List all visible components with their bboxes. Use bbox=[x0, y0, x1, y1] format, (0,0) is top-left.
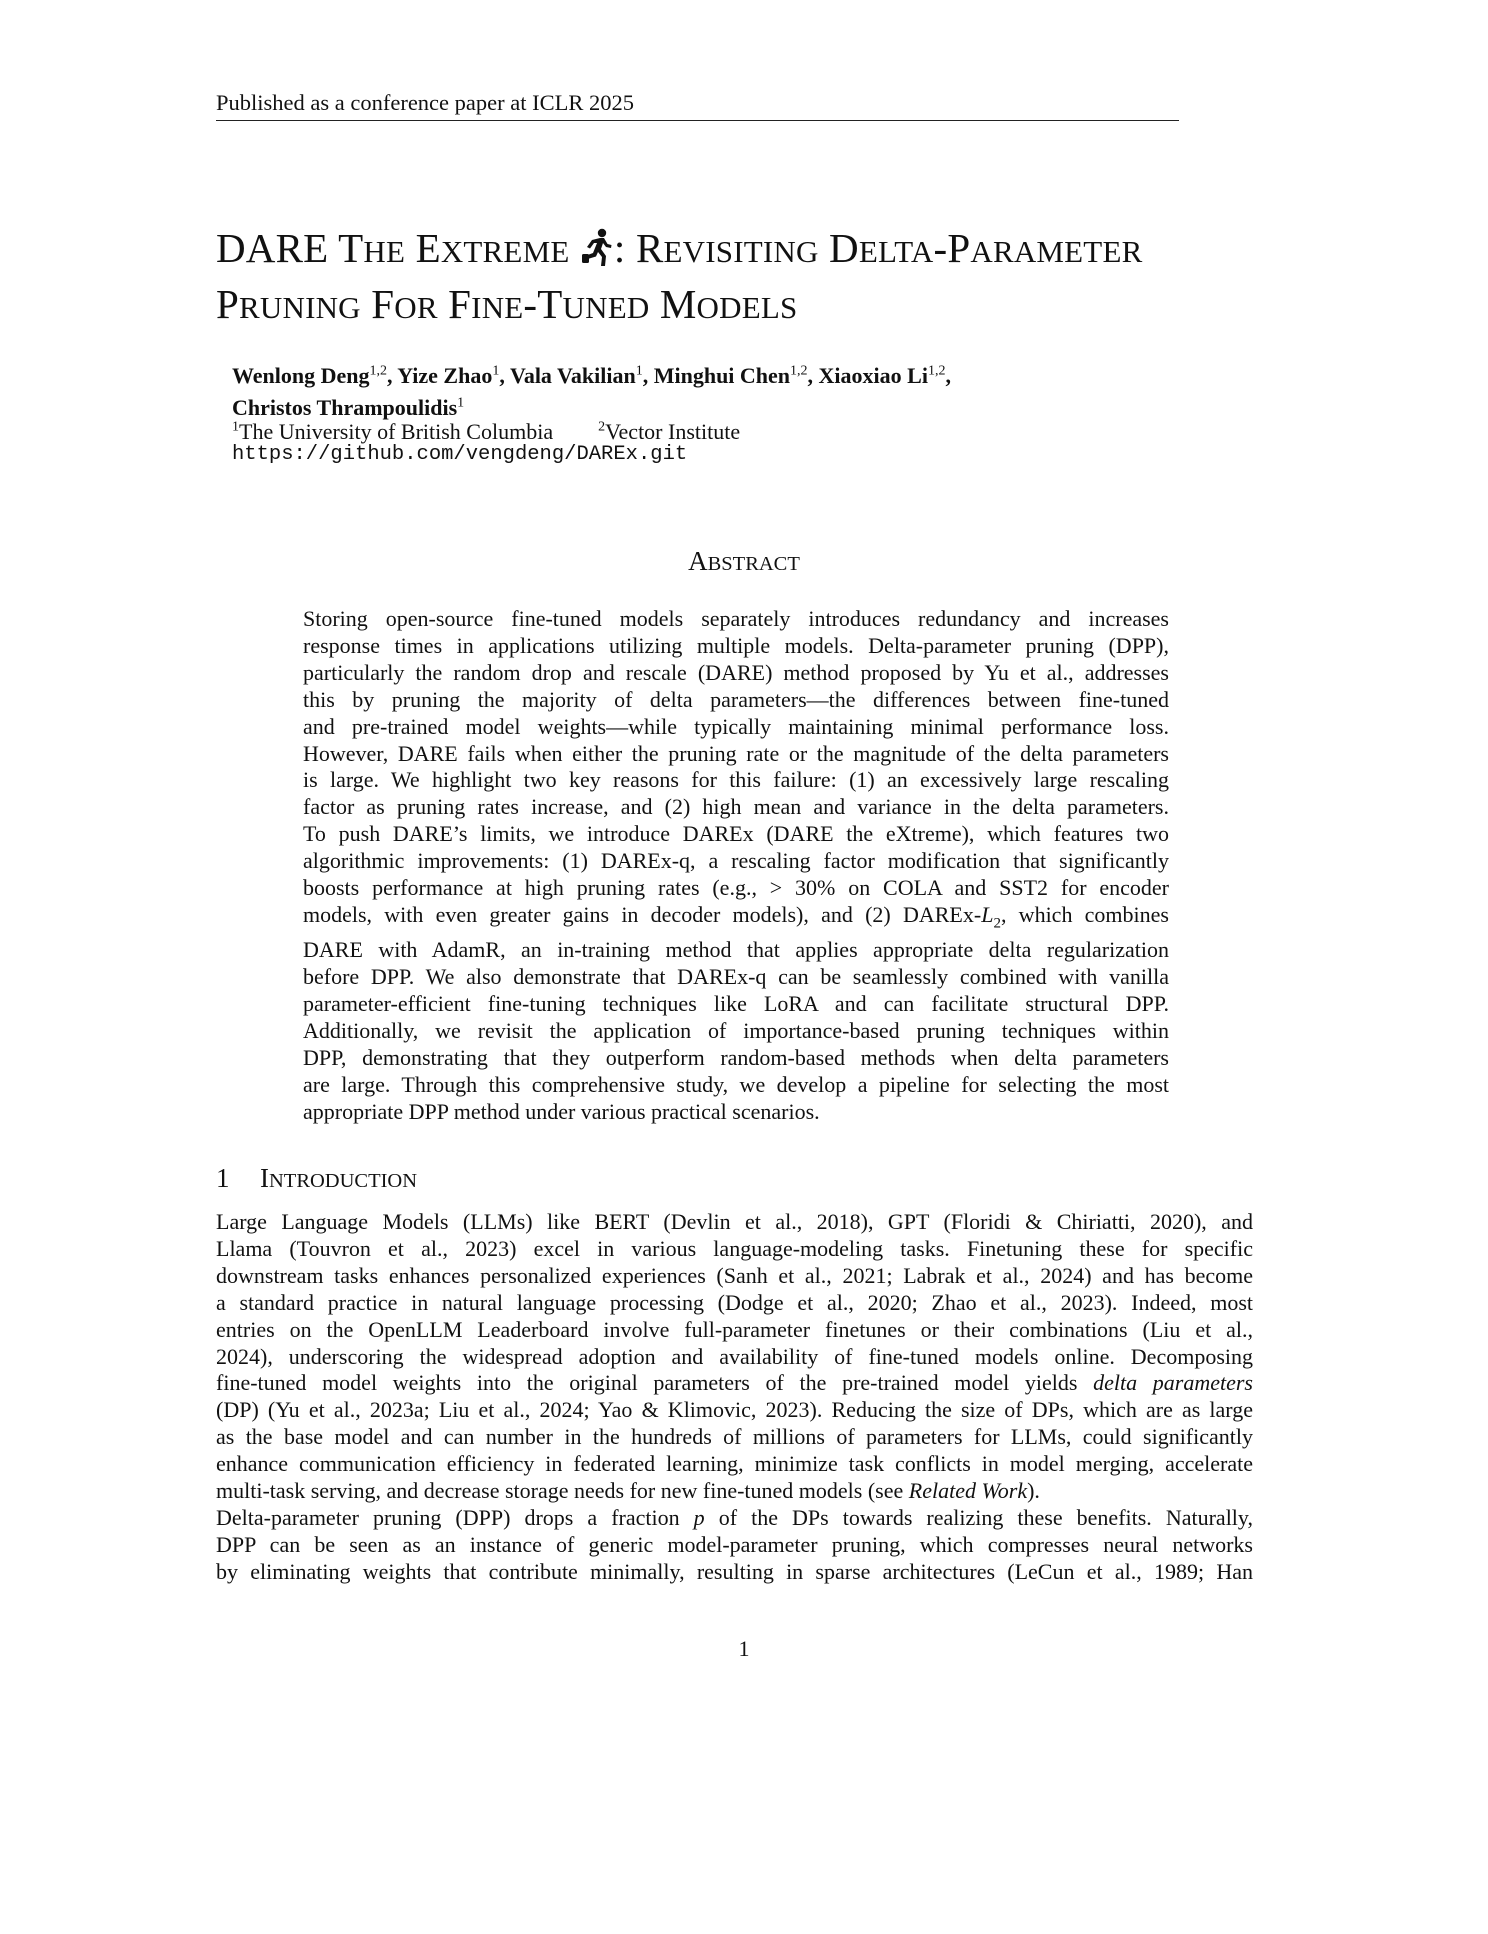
abstract-line: However, DARE fails when either the pruning rate or the magnitude of the delta parameters bbox=[303, 740, 1169, 766]
author: Wenlong Deng$^{1,2}$, bbox=[232, 363, 398, 389]
author: Minghui Chen$^{1,2}$, bbox=[653, 363, 819, 389]
abstract-line: are large. Through this comprehensive study, we develop a pipeline for selecting the most bbox=[303, 1071, 1169, 1097]
author: Xiaoxiao Li$^{1,2}$, bbox=[818, 363, 951, 389]
abstract-line: is large. We highlight two key reasons for this failure: (1) an excessively large rescaling bbox=[303, 767, 1169, 793]
abstract-line: DPP, demonstrating that they outperform random-based methods when delta parameters bbox=[303, 1044, 1169, 1070]
running-head: Published as a conference paper at ICLR 2025 bbox=[216, 88, 1179, 121]
section-heading-introduction: 1 INTRODUCTION bbox=[216, 1163, 418, 1193]
abstract-line: models, with even greater gains in decoder models), and (2) DAREx-$L_2$, which combines bbox=[303, 901, 1169, 932]
body-line: as the base model and can number in the hundreds of millions of parameters for LLMs, could significantly bbox=[216, 1424, 1253, 1450]
affiliation: $^2$Vector Institute bbox=[598, 419, 741, 445]
body-line: by eliminating weights that contribute minimally, resulting in sparse architectures (LeCun et al., 1989; Han bbox=[216, 1558, 1253, 1584]
introduction-body bbox=[216, 1209, 1253, 1586]
title-line-2: PRUNING FOR FINE-TUNED MODELS bbox=[216, 281, 798, 327]
abstract-heading: ABSTRACT bbox=[688, 546, 800, 576]
abstract-line: before DPP. We also demonstrate that DAREx-q can be seamlessly combined with vanilla bbox=[303, 964, 1169, 990]
body-line: multi-task serving, and decrease storage needs for new fine-tuned models (see Related Work). bbox=[216, 1478, 1040, 1504]
abstract-line: Additionally, we revisit the application of importance-based pruning techniques within bbox=[303, 1017, 1169, 1043]
author: Yize Zhao$^1$, bbox=[397, 363, 510, 389]
author: Christos Thrampoulidis$^1$ bbox=[232, 394, 465, 420]
abstract-line: DARE with AdamR, an in-training method that applies appropriate delta regularization bbox=[303, 937, 1169, 963]
abstract-line: boosts performance at high pruning rates (e.g., > 30% on COLA and SST2 for encoder bbox=[303, 875, 1169, 901]
abstract-line: and pre-trained model weights—while typically maintaining minimal performance loss. bbox=[303, 713, 1169, 739]
title-line-1: DARE THE EXTREME : REVISITING DELTA-PARAMETER bbox=[216, 225, 1143, 271]
running-person-icon bbox=[580, 228, 614, 268]
abstract-line: particularly the random drop and rescale (DARE) method proposed by Yu et al., addresses bbox=[303, 659, 1169, 685]
abstract-line: appropriate DPP method under various practical scenarios. bbox=[303, 1098, 820, 1124]
body-line: Llama (Touvron et al., 2023) excel in various language-modeling tasks. Finetuning these for specific bbox=[216, 1235, 1253, 1261]
paper-title bbox=[216, 222, 1296, 334]
affiliation: $^1$The University of British Columbia bbox=[232, 419, 554, 445]
body-line: enhance communication efficiency in federated learning, minimize task conflicts in model merging, accelerate bbox=[216, 1451, 1253, 1477]
body-line: 2024), underscoring the widespread adoption and availability of fine-tuned models online. Decomposing bbox=[216, 1343, 1253, 1369]
abstract-line: parameter-efficient fine-tuning techniques like LoRA and can facilitate structural DPP. bbox=[303, 991, 1169, 1017]
body-line: DPP can be seen as an instance of generic model-parameter pruning, which compresses neural networks bbox=[216, 1531, 1253, 1557]
code-url-link[interactable]: https://github.com/vengdeng/DAREx.git bbox=[232, 443, 688, 466]
body-line: Delta-parameter pruning (DPP) drops a fraction p of the DPs towards realizing these benefits. Naturally, bbox=[216, 1504, 1253, 1530]
body-line: Large Language Models (LLMs) like BERT (Devlin et al., 2018), GPT (Floridi & Chiriatti, 2020), and bbox=[216, 1209, 1253, 1234]
author: Vala Vakilian$^1$, bbox=[509, 363, 654, 389]
author-list bbox=[232, 358, 1132, 421]
abstract-body bbox=[303, 606, 1169, 1126]
abstract-line: response times in applications utilizing multiple models. Delta-parameter pruning (DPP), bbox=[303, 632, 1169, 658]
abstract-line: To push DARE’s limits, we introduce DAREx (DARE the eXtreme), which features two bbox=[303, 821, 1169, 847]
page-number: 1 bbox=[738, 1636, 750, 1661]
body-line: fine-tuned model weights into the original parameters of the pre-trained model yields delta parameters bbox=[216, 1370, 1253, 1396]
body-line: downstream tasks enhances personalized experiences (Sanh et al., 2021; Labrak et al., 2024) and has become bbox=[216, 1262, 1253, 1288]
abstract-line: Storing open-source fine-tuned models separately introduces redundancy and increases bbox=[303, 606, 1169, 631]
abstract-line: this by pruning the majority of delta parameters—the differences between fine-tuned bbox=[303, 686, 1169, 712]
body-line: a standard practice in natural language processing (Dodge et al., 2020; Zhao et al., 2023). Indeed, most bbox=[216, 1289, 1253, 1315]
body-line: (DP) (Yu et al., 2023a; Liu et al., 2024; Yao & Klimovic, 2023). Reducing the size of DPs, which are as large bbox=[216, 1397, 1253, 1423]
abstract-line: algorithmic improvements: (1) DAREx-q, a rescaling factor modification that significantly bbox=[303, 848, 1169, 874]
abstract-line: factor as pruning rates increase, and (2) high mean and variance in the delta parameters. bbox=[303, 794, 1169, 820]
body-line: entries on the OpenLLM Leaderboard involve full-parameter finetunes or their combinations (Liu et al., bbox=[216, 1316, 1253, 1342]
